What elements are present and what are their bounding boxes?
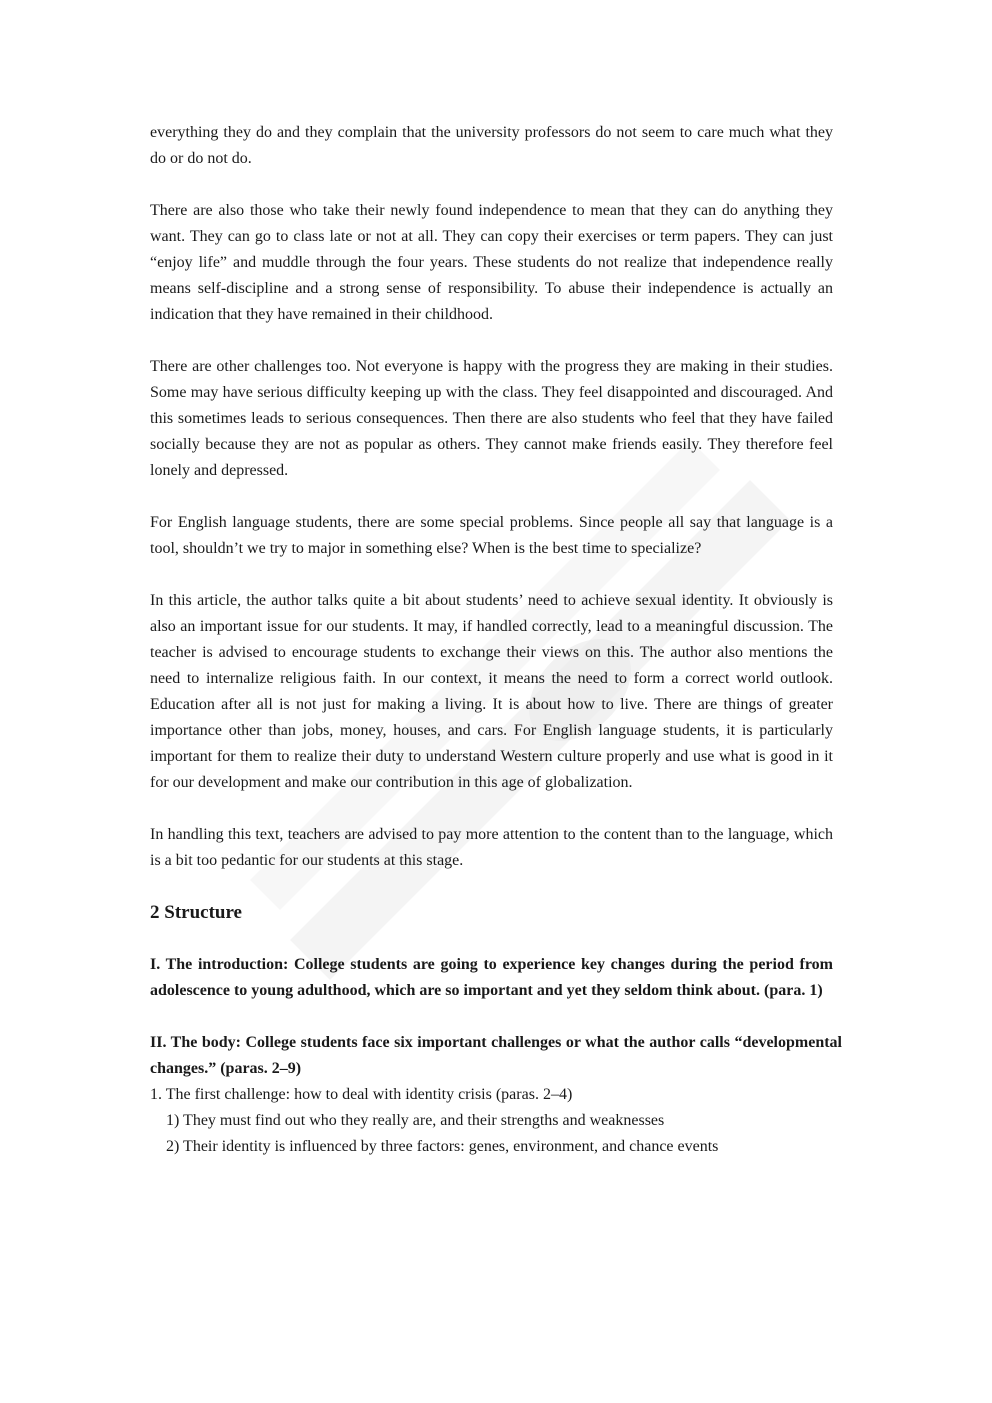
structure-item-1: 1. The first challenge: how to deal with identity crisis (paras. 2–4): [150, 1086, 573, 1103]
paragraph-3: There are other challenges too. Not everyone is happy with the progress they are making in their studies. Some may have serious difficulty keeping up with the class. They feel disappointed and discouraged. And this sometimes leads to serious consequences. Then there are also students who feel that they have failed socially because they are not as popular as others. They cannot make friends easily. They therefore feel lonely and depressed.: [150, 358, 833, 479]
paragraph-5: In this article, the author talks quite a bit about students’ need to achieve sexual identity. It obviously is also an important issue for our students. It may, if handled correctly, lead to a meaningful discussion. The teacher is advised to encourage students to exchange their views on this. The author also mentions the need to internalize religious faith. In our context, it means the need to form a correct world outlook. Education after all is not just for making a living. It is about how to live. There are things of greater importance other than jobs, money, houses, and cars. For English language students, it is particularly important for them to realize their duty to understand Western culture properly and use what is good in it for our development and make our contribution in this age of globalization.: [150, 592, 833, 791]
paragraph-1: everything they do and they complain that the university professors do not seem to care much what they do or do not do.: [150, 124, 833, 167]
structure-item-1-1: 1) They must find out who they really are, and their strengths and weaknesses: [166, 1112, 665, 1129]
structure-body: II. The body: College students face six important challenges or what the author calls “developmental changes.” (paras. 2–9): [150, 1034, 842, 1077]
paragraph-2: There are also those who take their newly found independence to mean that they can do anything they want. They can go to class late or not at all. They can copy their exercises or term papers. They can just “enjoy life” and muddle through the four years. These students do not realize that independence really means self-discipline and a strong sense of responsibility. To abuse their independence is actually an indication that they have remained in their childhood.: [150, 202, 833, 323]
document-page: [150, 120, 842, 1160]
structure-introduction: I. The introduction: College students are going to experience key changes during the period from adolescence to young adulthood, which are so important and yet they seldom think about. (para. 1): [150, 956, 833, 999]
section-heading-structure: 2 Structure: [150, 902, 242, 923]
structure-item-1-2: 2) Their identity is influenced by three factors: genes, environment, and chance events: [166, 1138, 719, 1155]
paragraph-4: For English language students, there are some special problems. Since people all say that language is a tool, shouldn’t we try to major in something else? When is the best time to specialize?: [150, 514, 833, 557]
paragraph-6: In handling this text, teachers are advised to pay more attention to the content than to the language, which is a bit too pedantic for our students at this stage.: [150, 826, 833, 869]
